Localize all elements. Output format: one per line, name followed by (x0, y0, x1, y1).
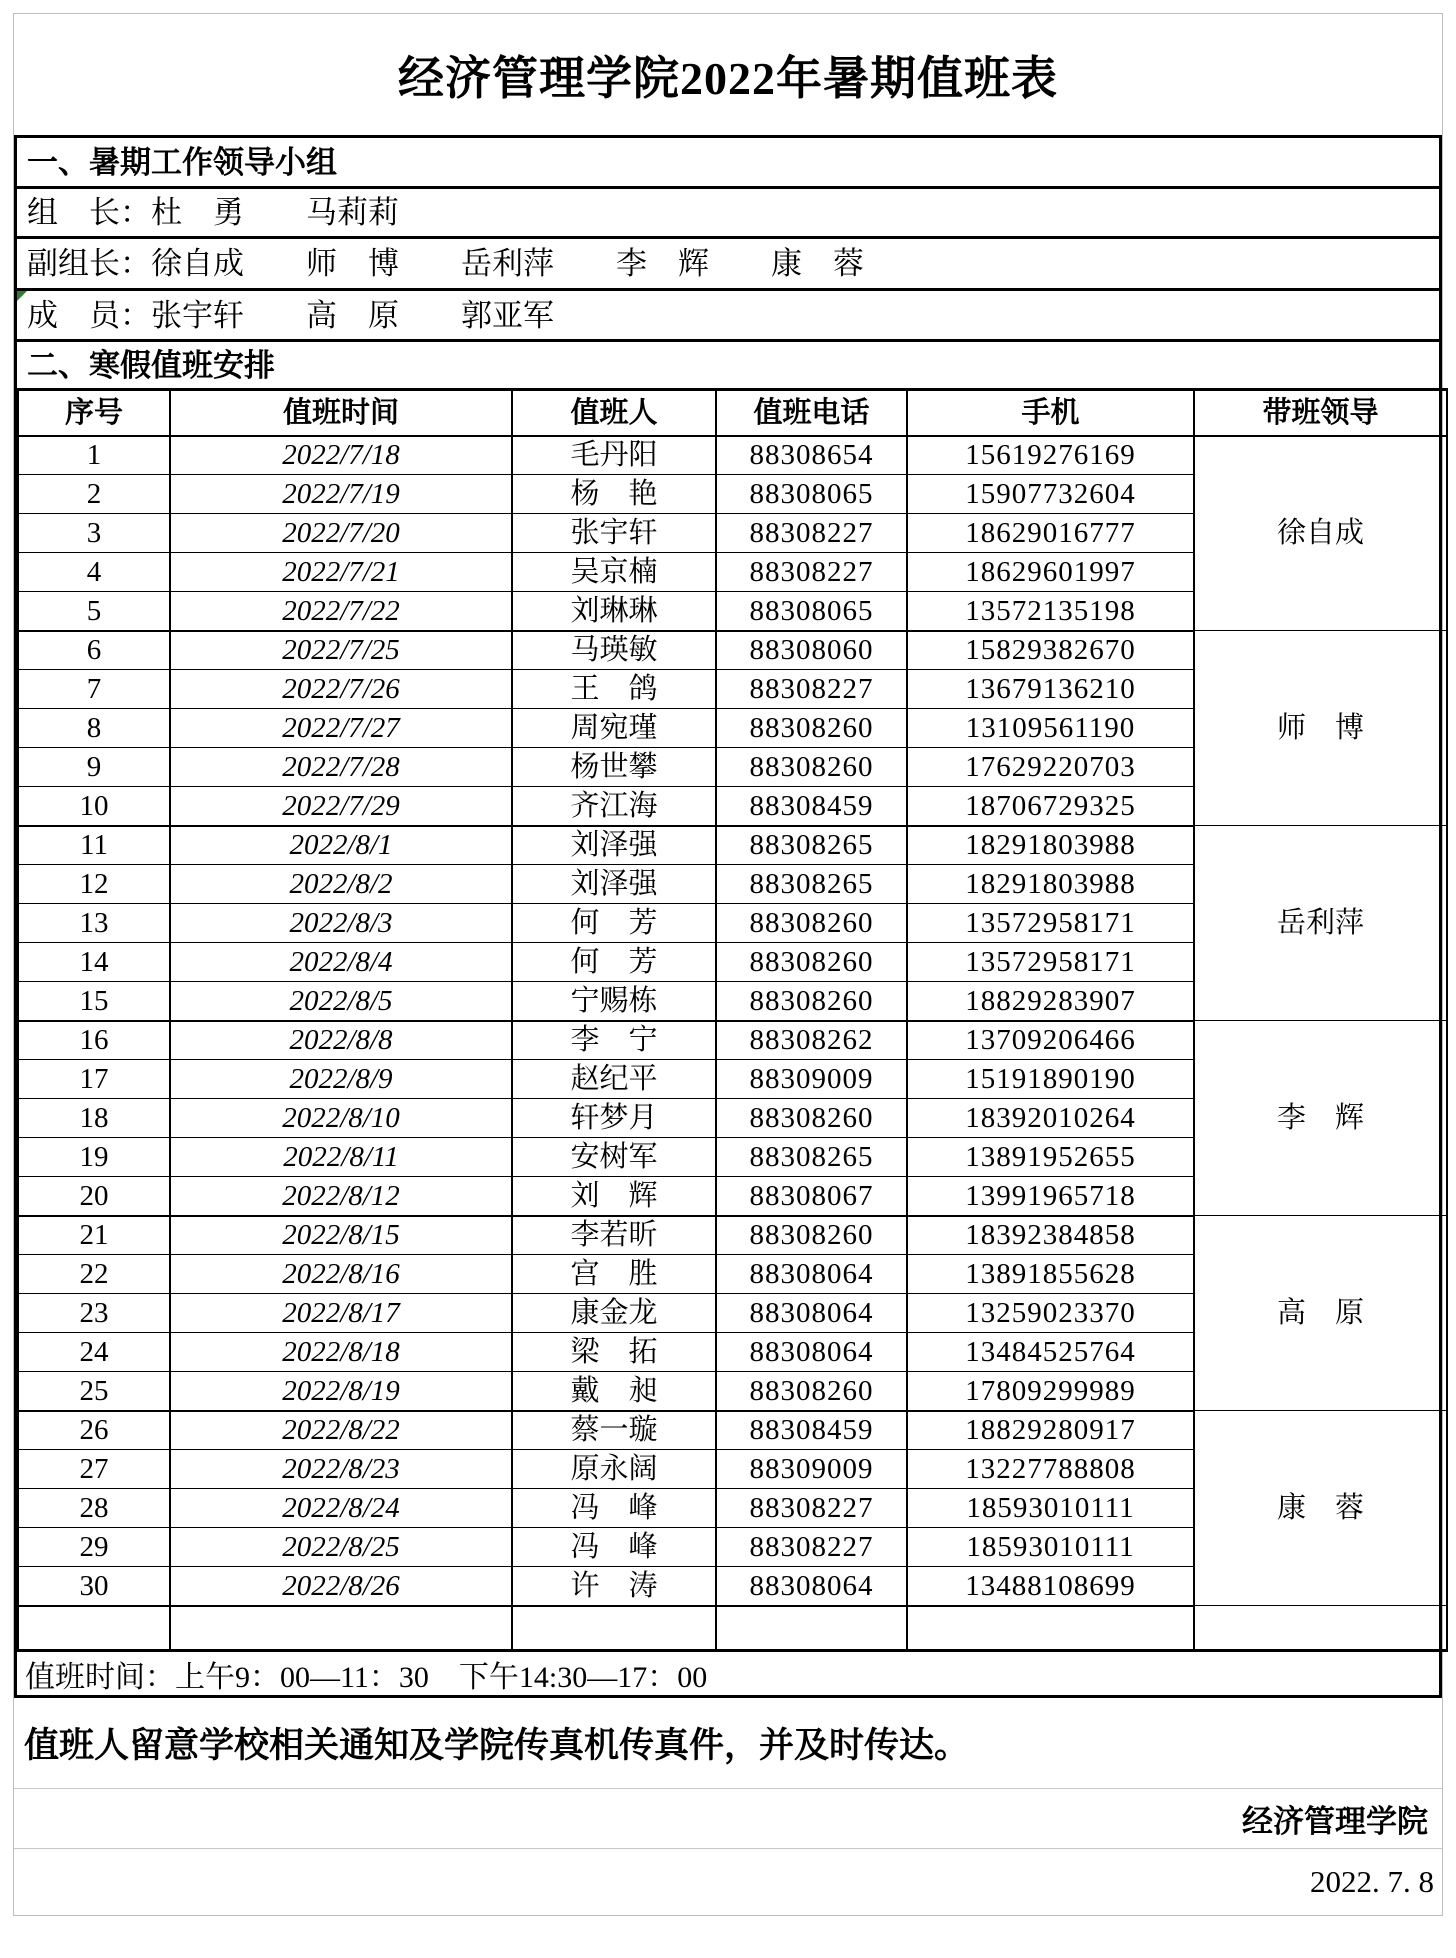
cell-date: 2022/8/4 (170, 943, 512, 982)
deputy-leader-row: 副组长：徐自成 师 博 岳利萍 李 辉 康 蓉 (17, 239, 1439, 291)
table-header-row (18, 390, 1447, 436)
cell-no: 24 (18, 1333, 170, 1372)
cell-phone: 88308065 (716, 592, 907, 631)
cell-no: 1 (18, 436, 170, 475)
document-title: 经济管理学院2022年暑期值班表 (398, 52, 1058, 104)
leader-cell: 李 辉 (1194, 1021, 1447, 1216)
cell-mobile: 13109561190 (907, 709, 1194, 748)
cell-person: 轩梦月 (512, 1099, 716, 1138)
cell-no: 25 (18, 1372, 170, 1411)
cell-person: 刘琳琳 (512, 592, 716, 631)
cell-phone: 88308265 (716, 865, 907, 904)
cell-mobile: 18593010111 (907, 1528, 1194, 1567)
duty-table (17, 388, 1448, 1652)
cell-date: 2022/8/12 (170, 1177, 512, 1216)
cell-date: 2022/8/2 (170, 865, 512, 904)
cell-person: 刘 辉 (512, 1177, 716, 1216)
cell-no: 19 (18, 1138, 170, 1177)
cell-no: 7 (18, 670, 170, 709)
cell-no: 9 (18, 748, 170, 787)
cell-date: 2022/8/8 (170, 1021, 512, 1060)
cell-person: 冯 峰 (512, 1489, 716, 1528)
empty-cell (512, 1606, 716, 1651)
cell-mobile: 18829280917 (907, 1411, 1194, 1450)
cell-mobile: 18829283907 (907, 982, 1194, 1021)
cell-date: 2022/7/20 (170, 514, 512, 553)
cell-no: 18 (18, 1099, 170, 1138)
cell-date: 2022/7/25 (170, 631, 512, 670)
cell-mobile: 18593010111 (907, 1489, 1194, 1528)
cell-date: 2022/8/11 (170, 1138, 512, 1177)
cell-person: 刘泽强 (512, 865, 716, 904)
cell-phone: 88308064 (716, 1567, 907, 1606)
cell-person: 宫 胜 (512, 1255, 716, 1294)
cell-mobile: 13709206466 (907, 1021, 1194, 1060)
cell-no: 16 (18, 1021, 170, 1060)
duty-hours-note: 值班时间：上午9：00—11：30 下午14:30—17：00 (25, 1660, 708, 1694)
cell-mobile: 18291803988 (907, 865, 1194, 904)
cell-mobile: 15829382670 (907, 631, 1194, 670)
cell-no: 11 (18, 826, 170, 865)
table-row (18, 1216, 1447, 1255)
signature-text: 经济管理学院 (14, 1789, 1442, 1849)
cell-no: 4 (18, 553, 170, 592)
cell-mobile: 15191890190 (907, 1060, 1194, 1099)
cell-person: 刘泽强 (512, 826, 716, 865)
footer-area (14, 1698, 1442, 1915)
cell-mobile: 18291803988 (907, 826, 1194, 865)
cell-person: 许 涛 (512, 1567, 716, 1606)
column-header: 值班时间 (170, 390, 512, 436)
group-leader-row: 组 长：杜 勇 马莉莉 (17, 189, 1439, 239)
cell-no: 30 (18, 1567, 170, 1606)
cell-phone: 88308060 (716, 631, 907, 670)
cell-no: 27 (18, 1450, 170, 1489)
cell-no: 2 (18, 475, 170, 514)
cell-date: 2022/8/18 (170, 1333, 512, 1372)
cell-no: 14 (18, 943, 170, 982)
spreadsheet-page (13, 13, 1443, 1916)
cell-mobile: 18629016777 (907, 514, 1194, 553)
cell-date: 2022/8/15 (170, 1216, 512, 1255)
cell-date: 2022/8/17 (170, 1294, 512, 1333)
cell-phone: 88308260 (716, 748, 907, 787)
cell-no: 20 (18, 1177, 170, 1216)
cell-no: 10 (18, 787, 170, 826)
cell-phone: 88308227 (716, 553, 907, 592)
cell-person: 周宛瑾 (512, 709, 716, 748)
cell-person: 马瑛敏 (512, 631, 716, 670)
cell-person: 齐江海 (512, 787, 716, 826)
duty-table-body (18, 436, 1447, 1651)
section1-heading: 一、暑期工作领导小组 (17, 138, 1439, 189)
cell-date: 2022/8/3 (170, 904, 512, 943)
cell-phone: 88308265 (716, 826, 907, 865)
cell-mobile: 13227788808 (907, 1450, 1194, 1489)
cell-mobile: 18392384858 (907, 1216, 1194, 1255)
cell-date: 2022/8/25 (170, 1528, 512, 1567)
cell-no: 29 (18, 1528, 170, 1567)
cell-no: 28 (18, 1489, 170, 1528)
cell-person: 赵纪平 (512, 1060, 716, 1099)
cell-person: 毛丹阳 (512, 436, 716, 475)
cell-mobile: 13679136210 (907, 670, 1194, 709)
cell-no: 5 (18, 592, 170, 631)
cell-no: 21 (18, 1216, 170, 1255)
cell-date: 2022/8/16 (170, 1255, 512, 1294)
cell-mobile: 13991965718 (907, 1177, 1194, 1216)
table-row (18, 1411, 1447, 1450)
column-header: 值班人 (512, 390, 716, 436)
column-header: 带班领导 (1194, 390, 1447, 436)
cell-phone: 88308227 (716, 1489, 907, 1528)
cell-error-marker (17, 291, 27, 301)
cell-phone: 88308265 (716, 1138, 907, 1177)
cell-phone: 88308064 (716, 1294, 907, 1333)
cell-person: 杨世攀 (512, 748, 716, 787)
cell-date: 2022/8/10 (170, 1099, 512, 1138)
cell-phone: 88308064 (716, 1255, 907, 1294)
cell-mobile: 15619276169 (907, 436, 1194, 475)
cell-phone: 88308227 (716, 670, 907, 709)
cell-no: 6 (18, 631, 170, 670)
cell-phone: 88308227 (716, 514, 907, 553)
cell-mobile: 18392010264 (907, 1099, 1194, 1138)
cell-person: 蔡一璇 (512, 1411, 716, 1450)
column-header: 序号 (18, 390, 170, 436)
cell-person: 李 宁 (512, 1021, 716, 1060)
cell-no: 12 (18, 865, 170, 904)
cell-phone: 88308260 (716, 1372, 907, 1411)
cell-phone: 88308260 (716, 904, 907, 943)
cell-no: 26 (18, 1411, 170, 1450)
cell-phone: 88308459 (716, 787, 907, 826)
cell-mobile: 13488108699 (907, 1567, 1194, 1606)
cell-date: 2022/7/19 (170, 475, 512, 514)
leader-cell: 高 原 (1194, 1216, 1447, 1411)
notice-text: 值班人留意学校相关通知及学院传真机传真件，并及时传达。 (14, 1698, 1442, 1789)
cell-mobile: 13891952655 (907, 1138, 1194, 1177)
cell-date: 2022/7/21 (170, 553, 512, 592)
cell-phone: 88309009 (716, 1450, 907, 1489)
cell-person: 安树军 (512, 1138, 716, 1177)
cell-phone: 88308064 (716, 1333, 907, 1372)
cell-mobile: 15907732604 (907, 475, 1194, 514)
cell-no: 17 (18, 1060, 170, 1099)
empty-row (18, 1606, 1447, 1651)
table-row (18, 826, 1447, 865)
cell-person: 杨 艳 (512, 475, 716, 514)
cell-mobile: 17809299989 (907, 1372, 1194, 1411)
cell-date: 2022/7/26 (170, 670, 512, 709)
leader-cell: 师 博 (1194, 631, 1447, 826)
table-row (18, 436, 1447, 475)
cell-date: 2022/8/1 (170, 826, 512, 865)
cell-mobile: 18629601997 (907, 553, 1194, 592)
cell-person: 何 芳 (512, 904, 716, 943)
cell-phone: 88308459 (716, 1411, 907, 1450)
cell-person: 宁赐栋 (512, 982, 716, 1021)
cell-phone: 88308260 (716, 943, 907, 982)
cell-no: 8 (18, 709, 170, 748)
cell-person: 王 鸽 (512, 670, 716, 709)
cell-mobile: 18706729325 (907, 787, 1194, 826)
cell-mobile: 13572135198 (907, 592, 1194, 631)
cell-phone: 88308260 (716, 982, 907, 1021)
cell-phone: 88308654 (716, 436, 907, 475)
empty-cell (716, 1606, 907, 1651)
leader-cell: 徐自成 (1194, 436, 1447, 631)
cell-date: 2022/8/23 (170, 1450, 512, 1489)
cell-phone: 88309009 (716, 1060, 907, 1099)
cell-no: 3 (18, 514, 170, 553)
cell-date: 2022/8/26 (170, 1567, 512, 1606)
cell-person: 梁 拓 (512, 1333, 716, 1372)
cell-person: 原永阔 (512, 1450, 716, 1489)
cell-date: 2022/8/22 (170, 1411, 512, 1450)
table-row (18, 1021, 1447, 1060)
cell-person: 冯 峰 (512, 1528, 716, 1567)
leader-cell: 康 蓉 (1194, 1411, 1447, 1606)
cell-phone: 88308067 (716, 1177, 907, 1216)
cell-phone: 88308260 (716, 1099, 907, 1138)
cell-no: 23 (18, 1294, 170, 1333)
cell-phone: 88308262 (716, 1021, 907, 1060)
cell-mobile: 13484525764 (907, 1333, 1194, 1372)
cell-phone: 88308227 (716, 1528, 907, 1567)
empty-cell (907, 1606, 1194, 1651)
cell-phone: 88308260 (716, 1216, 907, 1255)
cell-date: 2022/7/22 (170, 592, 512, 631)
cell-mobile: 13572958171 (907, 904, 1194, 943)
leader-cell: 岳利萍 (1194, 826, 1447, 1021)
cell-person: 李若昕 (512, 1216, 716, 1255)
cell-person: 戴 昶 (512, 1372, 716, 1411)
cell-phone: 88308260 (716, 709, 907, 748)
cell-phone: 88308065 (716, 475, 907, 514)
cell-mobile: 13572958171 (907, 943, 1194, 982)
cell-no: 22 (18, 1255, 170, 1294)
section2-heading: 二、寒假值班安排 (27, 347, 275, 383)
cell-date: 2022/8/5 (170, 982, 512, 1021)
column-header: 手机 (907, 390, 1194, 436)
cell-person: 吴京楠 (512, 553, 716, 592)
table-row (18, 631, 1447, 670)
members-row (17, 291, 1439, 342)
cell-person: 张宇轩 (512, 514, 716, 553)
cell-person: 何 芳 (512, 943, 716, 982)
cell-date: 2022/8/24 (170, 1489, 512, 1528)
cell-mobile: 13891855628 (907, 1255, 1194, 1294)
cell-no: 15 (18, 982, 170, 1021)
cell-no: 13 (18, 904, 170, 943)
cell-person: 康金龙 (512, 1294, 716, 1333)
empty-cell (1194, 1606, 1447, 1651)
cell-date: 2022/7/29 (170, 787, 512, 826)
column-header: 值班电话 (716, 390, 907, 436)
empty-cell (170, 1606, 512, 1651)
cell-date: 2022/7/18 (170, 436, 512, 475)
cell-mobile: 17629220703 (907, 748, 1194, 787)
members-label: 成 员：张宇轩 高 原 郭亚军 (27, 297, 554, 333)
cell-mobile: 13259023370 (907, 1294, 1194, 1333)
date-text: 2022. 7. 8 (1310, 1864, 1434, 1899)
empty-cell (18, 1606, 170, 1651)
main-table-area (14, 135, 1442, 1698)
cell-date: 2022/8/9 (170, 1060, 512, 1099)
cell-date: 2022/8/19 (170, 1372, 512, 1411)
cell-date: 2022/7/27 (170, 709, 512, 748)
cell-date: 2022/7/28 (170, 748, 512, 787)
